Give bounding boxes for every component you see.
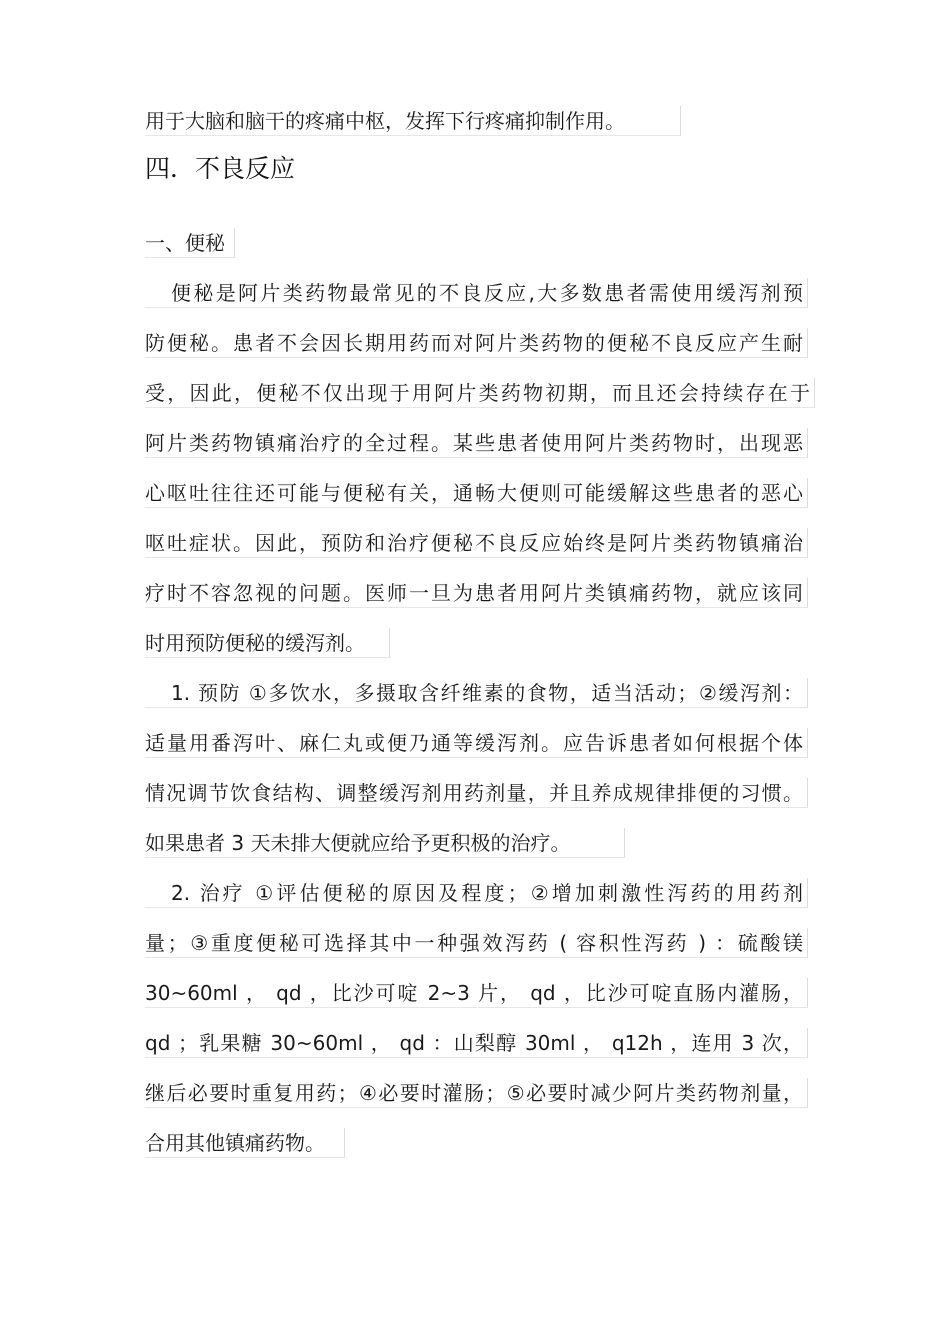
text-line: 时用预防便秘的缓泻剂。 xyxy=(145,628,390,658)
text-line: 呕吐症状。因此，预防和治疗便秘不良反应始终是阿片类药物镇痛治 xyxy=(145,528,808,558)
text-line: 疗时不容忽视的问题。医师一旦为患者用阿片类镇痛药物，就应该同 xyxy=(145,578,808,608)
text-line: 2. 治疗 ①评估便秘的原因及程度；②增加刺激性泻药的用药剂 xyxy=(145,878,808,908)
text-line: 便秘是阿片类药物最常见的不良反应,大多数患者需使用缓泻剂预 xyxy=(145,278,808,308)
text-line: 1. 预防 ①多饮水，多摄取含纤维素的食物，适当活动；②缓泻剂： xyxy=(145,678,808,708)
text-line: 防便秘。患者不会因长期用药而对阿片类药物的便秘不良反应产生耐 xyxy=(145,328,808,358)
text-line: 量；③重度便秘可选择其中一种强效泻药 ( 容积性泻药 ) ：硫酸镁 xyxy=(145,928,808,958)
text-line: 适量用番泻叶、麻仁丸或便乃通等缓泻剂。应告诉患者如何根据个体 xyxy=(145,728,808,758)
text-line: 继后必要时重复用药；④必要时灌肠；⑤必要时减少阿片类药物剂量， xyxy=(145,1078,808,1108)
section-heading: 四．不良反应 xyxy=(145,154,296,183)
text-line: 情况调节饮食结构、调整缓泻剂用药剂量，并且养成规律排便的习惯。 xyxy=(145,778,808,808)
text-line: 心呕吐往往还可能与便秘有关，通畅大便则可能缓解这些患者的恶心 xyxy=(145,478,808,508)
text-line: qd ；乳果糖 30~60ml ， qd ：山梨醇 30ml ， q12h ，连用 3 次， xyxy=(145,1028,808,1058)
text-line: 阿片类药物镇痛治疗的全过程。某些患者使用阿片类药物时，出现恶 xyxy=(145,428,808,458)
text-line: 如果患者 3 天未排大便就应给予更积极的治疗。 xyxy=(145,828,625,858)
text-line: 合用其他镇痛药物。 xyxy=(145,1128,345,1158)
text-line: 用于大脑和脑干的疼痛中枢，发挥下行疼痛抑制作用。 xyxy=(145,106,681,136)
subsection-heading: 一、便秘 xyxy=(145,228,235,258)
text-line: 受，因此，便秘不仅出现于用阿片类药物初期，而且还会持续存在于 xyxy=(145,378,815,408)
text-line: 30~60ml ， qd ，比沙可啶 2~3 片， qd ，比沙可啶直肠内灌肠， xyxy=(145,978,808,1008)
